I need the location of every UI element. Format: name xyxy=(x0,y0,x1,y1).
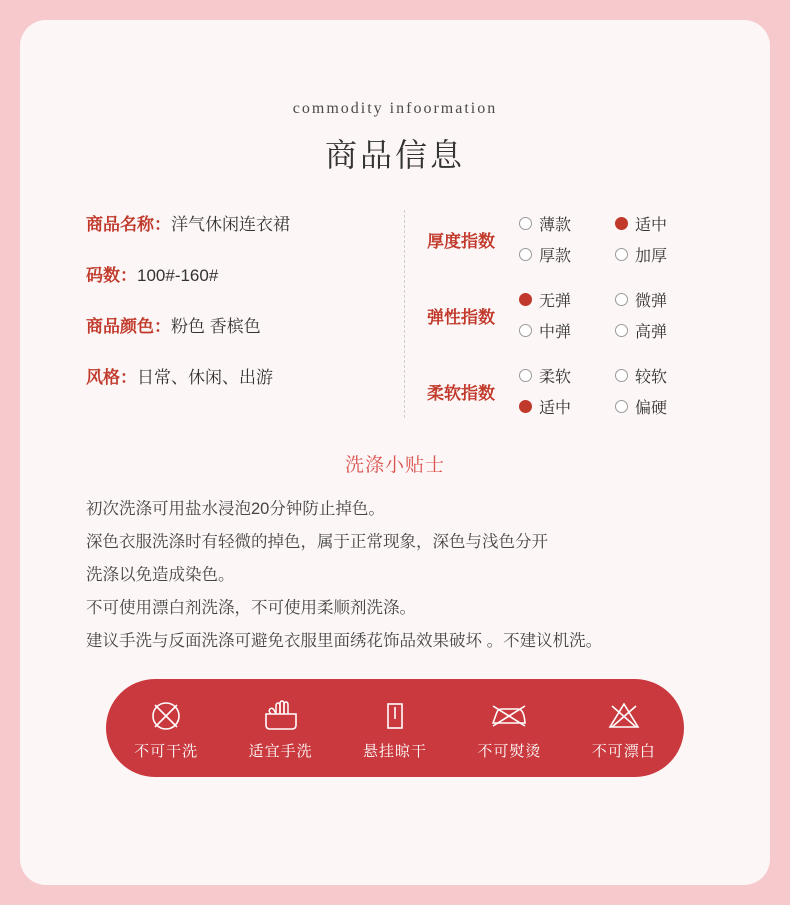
index-options xyxy=(519,364,711,418)
wash-tip-line: 不可使用漂白剂洗涤，不可使用柔顺剂洗涤。 xyxy=(86,599,416,617)
radio-icon xyxy=(615,369,628,382)
radio-option[interactable] xyxy=(615,212,711,235)
care-item-no-iron xyxy=(457,696,561,761)
no-dry-clean-icon xyxy=(114,696,218,736)
radio-label: 适中 xyxy=(635,217,668,234)
index-options xyxy=(519,212,711,266)
care-label: 悬挂晾干 xyxy=(362,742,427,760)
radio-label: 无弹 xyxy=(539,293,572,310)
attribute-label: 码数： xyxy=(86,266,137,285)
radio-label: 适中 xyxy=(539,400,572,417)
radio-label: 薄款 xyxy=(539,217,572,234)
attribute-label: 风格： xyxy=(86,368,137,387)
index-title: 厚度指数 xyxy=(427,231,495,251)
index-group-softness xyxy=(427,364,770,418)
care-label: 不可漂白 xyxy=(591,742,656,760)
attribute-label: 商品颜色： xyxy=(86,317,171,336)
radio-icon xyxy=(615,248,628,261)
radio-option[interactable] xyxy=(615,319,711,342)
radio-option[interactable] xyxy=(615,395,711,418)
radio-label: 柔软 xyxy=(539,369,572,386)
index-title: 柔软指数 xyxy=(427,383,495,403)
product-info-card xyxy=(20,20,770,885)
radio-label: 较软 xyxy=(635,369,668,386)
index-options xyxy=(519,288,711,342)
wash-tip-line: 深色衣服洗涤时有轻微的掉色，属于正常现象，深色与浅色分开 xyxy=(86,533,548,551)
care-symbol-bar xyxy=(109,682,681,774)
hand-wash-icon xyxy=(229,696,333,736)
list-item xyxy=(86,312,386,337)
wash-tip-line: 建议手洗与反面洗涤可避免衣服里面绣花饰品效果破坏 。不建议机洗。 xyxy=(86,632,603,650)
attribute-value: 洋气休闲连衣裙 xyxy=(171,215,290,234)
hang-dry-icon xyxy=(343,696,447,736)
wash-tips-body xyxy=(20,493,770,658)
radio-label: 加厚 xyxy=(635,248,668,265)
radio-option[interactable] xyxy=(519,243,615,266)
radio-label: 微弹 xyxy=(635,293,668,310)
index-group-thickness xyxy=(427,212,770,266)
radio-label: 高弹 xyxy=(635,324,668,341)
radio-option[interactable] xyxy=(519,288,615,311)
radio-option[interactable] xyxy=(519,319,615,342)
attribute-label: 商品名称： xyxy=(86,215,171,234)
index-group-elasticity xyxy=(427,288,770,342)
radio-icon xyxy=(519,248,532,261)
radio-label: 中弹 xyxy=(539,324,572,341)
radio-icon xyxy=(519,369,532,382)
care-item-no-dry-clean xyxy=(114,696,218,761)
radio-icon xyxy=(615,293,628,306)
index-rating-list xyxy=(405,210,770,418)
radio-icon xyxy=(519,324,532,337)
page-header xyxy=(20,100,770,176)
radio-icon-selected xyxy=(615,217,628,230)
care-label: 不可干洗 xyxy=(134,742,199,760)
radio-option[interactable] xyxy=(615,243,711,266)
index-title: 弹性指数 xyxy=(427,307,495,327)
info-section xyxy=(20,210,770,418)
radio-option[interactable] xyxy=(615,288,711,311)
wash-tip-line: 初次洗涤可用盐水浸泡20分钟防止掉色。 xyxy=(86,500,385,518)
radio-icon-selected xyxy=(519,400,532,413)
radio-option[interactable] xyxy=(615,364,711,387)
no-bleach-icon xyxy=(572,696,676,736)
attribute-value: 100#-160# xyxy=(137,266,219,285)
radio-icon xyxy=(519,217,532,230)
radio-icon-selected xyxy=(519,293,532,306)
care-item-no-bleach xyxy=(572,696,676,761)
radio-label: 厚款 xyxy=(539,248,572,265)
page-title: 商品信息 xyxy=(324,137,465,173)
list-item xyxy=(86,210,386,235)
radio-option[interactable] xyxy=(519,212,615,235)
care-label: 不可熨烫 xyxy=(477,742,542,760)
list-item xyxy=(86,363,386,388)
no-iron-icon xyxy=(457,696,561,736)
radio-icon xyxy=(615,400,628,413)
radio-label: 偏硬 xyxy=(635,400,668,417)
radio-option[interactable] xyxy=(519,364,615,387)
care-item-hang-dry xyxy=(343,696,447,761)
product-attribute-list xyxy=(86,210,405,418)
list-item xyxy=(86,261,386,286)
header-english-title: commodity infoormation xyxy=(292,100,498,117)
wash-tip-line: 洗涤以免造成染色。 xyxy=(86,566,235,584)
wash-tips-title: 洗涤小贴士 xyxy=(344,455,445,476)
care-item-hand-wash xyxy=(229,696,333,761)
radio-icon xyxy=(615,324,628,337)
attribute-value: 粉色 香槟色 xyxy=(171,317,261,336)
attribute-value: 日常、休闲、出游 xyxy=(137,368,273,387)
radio-option[interactable] xyxy=(519,395,615,418)
care-label: 适宜手洗 xyxy=(248,742,313,760)
